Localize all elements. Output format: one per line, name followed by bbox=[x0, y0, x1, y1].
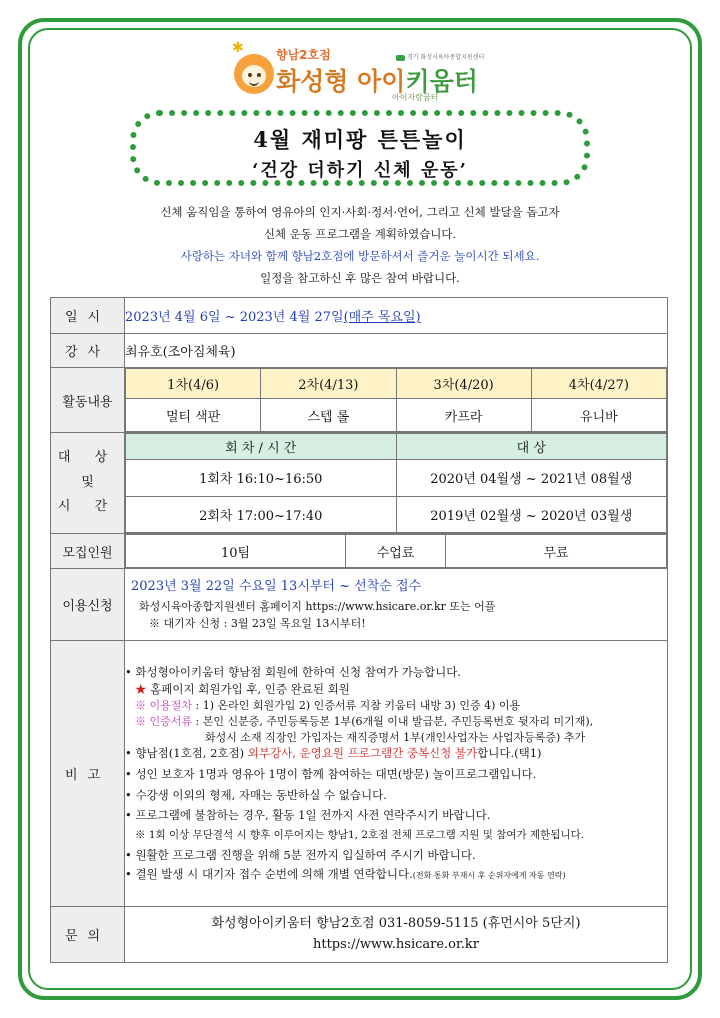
waitlist-note: ※ 대기자 신청 : 3월 23일 목요일 13시부터! bbox=[149, 616, 366, 630]
session-activity: 카프라 bbox=[396, 399, 531, 432]
remark: • 수강생 이외의 형제, 자매는 동반하실 수 없습니다. bbox=[125, 787, 387, 802]
info-table bbox=[50, 297, 668, 963]
org-emblem-icon bbox=[396, 55, 405, 61]
slot-time: 2회차 17:00~17:40 bbox=[126, 496, 397, 533]
slot-target: 2020년 04월생 ~ 2021년 08월생 bbox=[396, 460, 667, 497]
session-round: 4차(4/27) bbox=[531, 369, 666, 399]
slot-time: 1회차 16:10~16:50 bbox=[126, 460, 397, 497]
instructor-label: 강사 bbox=[51, 334, 125, 368]
date-label: 일시 bbox=[51, 298, 125, 334]
org-logo: 경기 화성시육아종합지원센터 bbox=[396, 52, 484, 61]
logo-name: 화성형 아이키움터 bbox=[276, 67, 478, 96]
intro-line-4: 일정을 참고하신 후 많은 참여 바랍니다. bbox=[260, 271, 460, 285]
target-cell bbox=[125, 433, 668, 534]
activity-label: 활동내용 bbox=[51, 368, 125, 433]
remark: ※ 이용절차 : 1) 온라인 회원가입 2) 인증서류 지참 키움터 내방 3) 인증 4) 이용 bbox=[135, 698, 521, 712]
remark: ※ 인증서류 : 본인 신분증, 주민등록등본 1부(6개월 이내 발급분, 주민등록번호 뒷자리 미기재), bbox=[135, 714, 594, 728]
intro-line-3: 사랑하는 자녀와 함께 향남2호점에 방문하셔서 즐거운 놀이시간 되세요. bbox=[180, 249, 540, 263]
apply-cell bbox=[125, 569, 668, 641]
session-activity: 멀티 색판 bbox=[126, 399, 261, 432]
remark: • 성인 보호자 1명과 영유아 1명이 함께 참여하는 대면(방문) 놀이프로그램입니다. bbox=[125, 767, 537, 782]
remark: • 향남점(1호점, 2호점) 외부강사, 운영요원 프로그램간 중복신청 불가합니다.(택1) bbox=[125, 746, 542, 761]
session-activity: 스텝 롤 bbox=[261, 399, 396, 432]
fee-label: 수업료 bbox=[346, 535, 446, 568]
child-face-icon bbox=[234, 54, 274, 94]
remark: • 프로그램에 불참하는 경우, 활동 1일 전까지 사전 연락주시기 바랍니다. bbox=[125, 808, 491, 823]
session-round: 3차(4/20) bbox=[396, 369, 531, 399]
fee-value: 무료 bbox=[446, 535, 667, 568]
apply-method: 화성시육아종합지원센터 홈페이지 https://www.hsicare.or.kr 또는 어플 bbox=[139, 599, 496, 613]
activity-cell bbox=[125, 368, 668, 433]
remark: 화성시 소재 직장인 가입자는 재직증명서 1부(개인사업자는 사업자등록증) 추가 bbox=[205, 730, 586, 744]
contact-cell bbox=[125, 907, 668, 963]
remarks-cell bbox=[125, 641, 668, 907]
remark: • 화성형아이키움터 향남점 회원에 한하여 신청 참여가 가능합니다. bbox=[125, 665, 461, 680]
remarks-label: 비고 bbox=[51, 641, 125, 907]
apply-label: 이용신청 bbox=[51, 569, 125, 641]
remark: • 결원 발생 시 대기자 접수 순번에 의해 개별 연락합니다.(전화 통화 부재시 후 순위자에게 자동 연락) bbox=[125, 867, 566, 882]
instructor-value: 최유호(조아짐체육) bbox=[125, 334, 668, 368]
title-box bbox=[130, 110, 590, 186]
logo-branch: 향남2호점 bbox=[276, 48, 331, 62]
remark: ★ 홈페이지 회원가입 후, 인증 완료된 회원 bbox=[135, 681, 350, 696]
capacity-label: 모집인원 bbox=[51, 534, 125, 569]
time-header: 회 차 / 시 간 bbox=[126, 434, 397, 460]
logo-sub: 아이자람꿈터 bbox=[392, 93, 439, 102]
contact-phone: 화성형아이키움터 향남2호점 031-8059-5115 (휴먼시아 5단지) bbox=[211, 915, 581, 931]
remark: • 원활한 프로그램 진행을 위해 5분 전까지 입실하여 주시기 바랍니다. bbox=[125, 848, 476, 863]
star-icon: ★ bbox=[135, 681, 147, 696]
intro-line-2: 신체 운동 프로그램을 계획하였습니다. bbox=[263, 227, 457, 241]
contact-label: 문의 bbox=[51, 907, 125, 963]
intro-line-1: 신체 움직임을 통하여 영유아의 인지·사회·정서·언어, 그리고 신체 발달을 돕고자 bbox=[160, 205, 560, 219]
contact-url[interactable]: https://www.hsicare.or.kr bbox=[312, 936, 480, 952]
capacity-value: 10팀 bbox=[126, 535, 346, 568]
page-subtitle: ‘건강 더하기 신체 운동’ bbox=[252, 160, 468, 181]
date-value: 2023년 4월 6일 ~ 2023년 4월 27일(매주 목요일) bbox=[125, 298, 668, 334]
star-icon: ✱ bbox=[232, 40, 244, 56]
capacity-cell bbox=[125, 534, 668, 569]
page-title: 4월 재미팡 튼튼놀이 bbox=[253, 127, 467, 152]
session-round: 1차(4/6) bbox=[126, 369, 261, 399]
logo bbox=[232, 40, 492, 104]
target-header: 대 상 bbox=[396, 434, 667, 460]
session-round: 2차(4/13) bbox=[261, 369, 396, 399]
slot-target: 2019년 02월생 ~ 2020년 03월생 bbox=[396, 496, 667, 533]
session-activity: 유니바 bbox=[531, 399, 666, 432]
target-label: 대 상 및 시 간 bbox=[51, 433, 125, 534]
remark: ※ 1회 이상 무단결석 시 향후 이루어지는 향남1, 2호점 전체 프로그램 지원 및 참여가 제한됩니다. bbox=[135, 829, 585, 842]
apply-period: 2023년 3월 22일 수요일 13시부터 ~ 선착순 접수 bbox=[131, 579, 422, 595]
